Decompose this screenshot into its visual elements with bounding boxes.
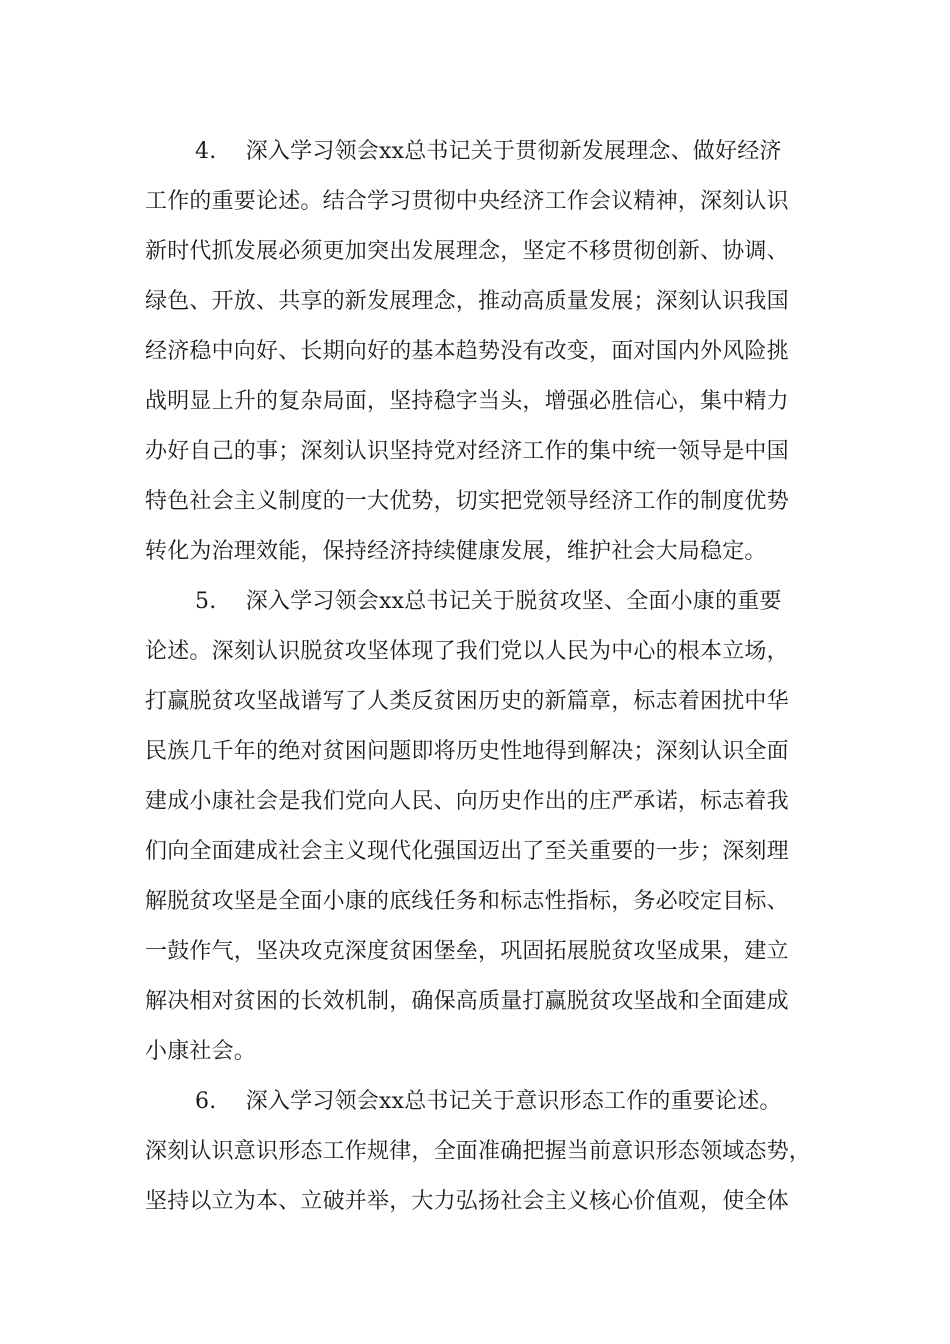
paragraph-5-line-8: 一鼓作气，坚决攻克深度贫困堡垒，巩固拓展脱贫攻坚成果，建立	[145, 939, 789, 964]
paragraph-5-line-5: 建成小康社会是我们党向人民、向历史作出的庄严承诺，标志着我	[145, 789, 789, 814]
paragraph-4-line-4: 绿色、开放、共享的新发展理念，推动高质量发展；深刻认识我国	[145, 289, 789, 314]
paragraph-4-line-5: 经济稳中向好、长期向好的基本趋势没有改变，面对国内外风险挑	[145, 339, 789, 364]
paragraph-5-line-2: 论述。深刻认识脱贫攻坚体现了我们党以人民为中心的根本立场，	[145, 639, 789, 664]
paragraph-4-line-9: 转化为治理效能，保持经济持续健康发展，维护社会大局稳定。	[145, 539, 767, 564]
paragraph-4-line-7: 办好自己的事；深刻认识坚持党对经济工作的集中统一领导是中国	[145, 439, 789, 464]
paragraph-5-line-9: 解决相对贫困的长效机制，确保高质量打赢脱贫攻坚战和全面建成	[145, 989, 789, 1014]
paragraph-6-line-1: 6. 深入学习领会xx总书记关于意识形态工作的重要论述。	[195, 1089, 782, 1114]
paragraph-6-line-2: 深刻认识意识形态工作规律，全面准确把握当前意识形态领域态势，	[145, 1139, 812, 1164]
paragraph-5-line-3: 打赢脱贫攻坚战谱写了人类反贫困历史的新篇章，标志着困扰中华	[145, 689, 789, 714]
paragraph-5-line-6: 们向全面建成社会主义现代化强国迈出了至关重要的一步；深刻理	[145, 839, 789, 864]
paragraph-4-line-3: 新时代抓发展必须更加突出发展理念，坚定不移贯彻创新、协调、	[145, 239, 789, 264]
paragraph-4-line-8: 特色社会主义制度的一大优势，切实把党领导经济工作的制度优势	[145, 489, 789, 514]
paragraph-5-line-1: 5. 深入学习领会xx总书记关于脱贫攻坚、全面小康的重要	[195, 589, 782, 614]
paragraph-6-line-3: 坚持以立为本、立破并举，大力弘扬社会主义核心价值观，使全体	[145, 1189, 789, 1214]
paragraph-4-line-6: 战明显上升的复杂局面，坚持稳字当头，增强必胜信心，集中精力	[145, 389, 789, 414]
paragraph-5-line-10: 小康社会。	[145, 1039, 257, 1064]
paragraph-5-line-4: 民族几千年的绝对贫困问题即将历史性地得到解决；深刻认识全面	[145, 739, 789, 764]
paragraph-5-line-7: 解脱贫攻坚是全面小康的底线任务和标志性指标，务必咬定目标、	[145, 889, 789, 914]
paragraph-4-line-2: 工作的重要论述。结合学习贯彻中央经济工作会议精神，深刻认识	[145, 189, 789, 214]
paragraph-4-line-1: 4. 深入学习领会xx总书记关于贯彻新发展理念、做好经济	[195, 139, 782, 164]
